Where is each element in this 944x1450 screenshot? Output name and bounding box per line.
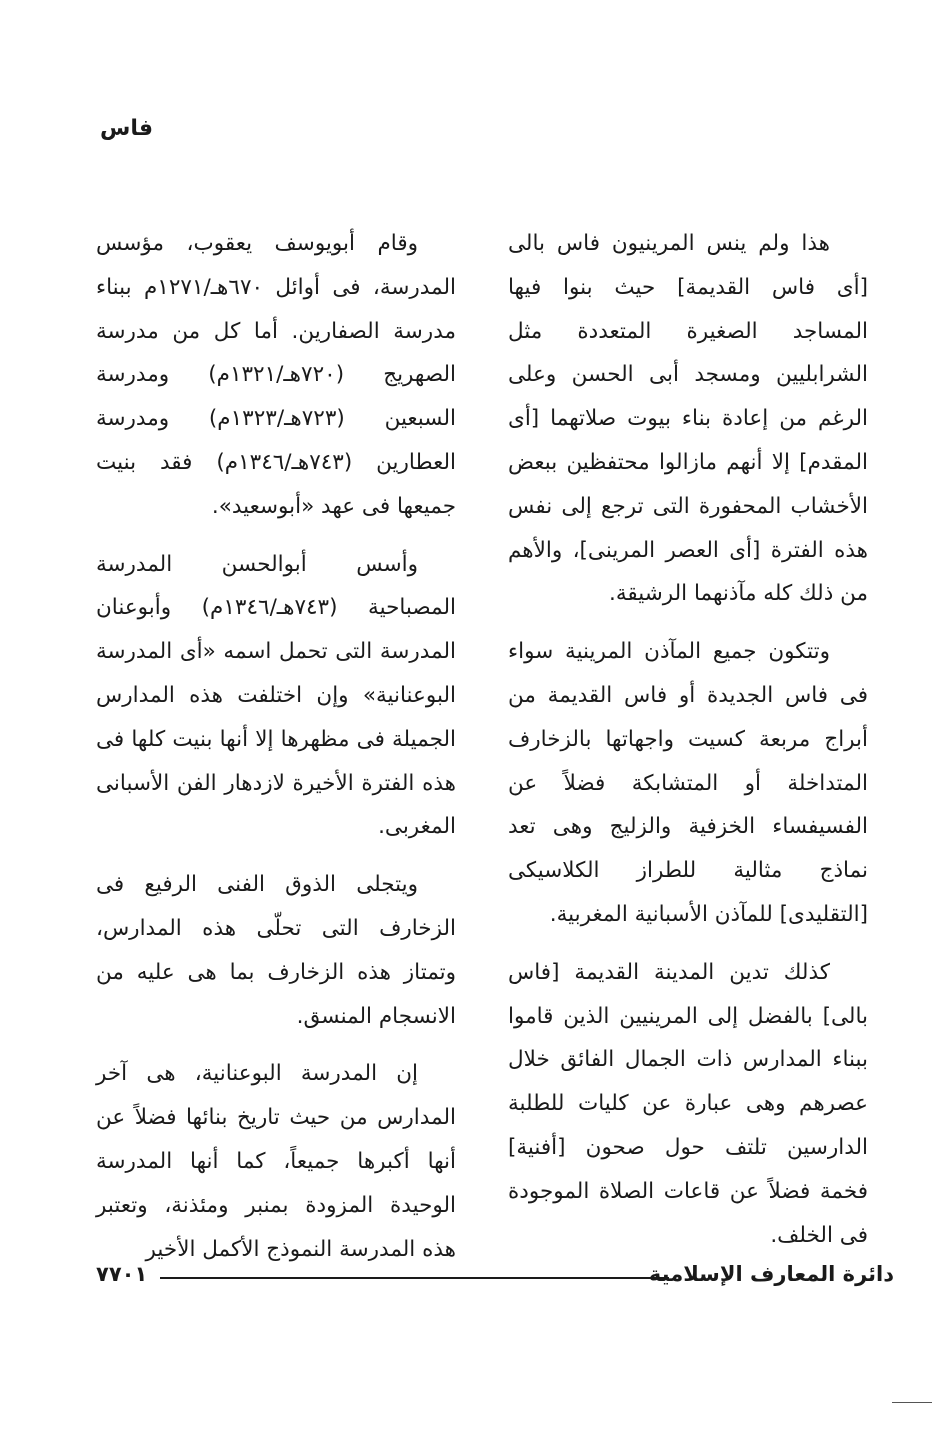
page-footer <box>96 1262 894 1292</box>
page-number: ٧٧٠١ <box>96 1262 148 1286</box>
paragraph: وتتكون جميع المآذن المرينية سواء فى فاس الجديدة أو فاس القديمة من أبراج مربعة كسيت واجهاتها بالزخارف المتداخلة أو المتشابكة فضلاً عن الفسيفساء الخزفية والزليج وهى تعد نماذج مثالية للطراز الكلاسيكى [التقليدى] للمآذن الأسبانية المغربية. <box>508 639 868 927</box>
paragraph: ويتجلى الذوق الفنى الرفيع فى الزخارف التى تحلّى هذه المدارس، وتمتاز هذه الزخارف بما هى عليه من الانسجام المنسق. <box>96 872 456 1029</box>
footer-rule-divider <box>160 1277 669 1279</box>
paragraph: وقام أبويوسف يعقوب، مؤسس المدرسة، فى أوائل ٦٧٠هـ/١٢٧١م ببناء مدرسة الصفارين. أما كل من مدرسة الصهريج (٧٢٠هـ/١٣٢١م) ومدرسة السبعين (٧٢٣هـ/١٣٢٣م) ومدرسة العطارين (٧٤٣هـ/١٣٤٦م) فقد بنيت جميعها فى عهد «أبوسعيد». <box>96 231 457 519</box>
paragraph: كذلك تدين المدينة القديمة [فاس بالى] بالفضل إلى المرينيين الذين قاموا ببناء المدارس ذات الجمال الفائق خلال عصرهم وهى عبارة عن كليات للطلبة الدارسين تلتف حول صحون [أفنية] فخمة فضلاً عن قاعات الصلاة الموجودة فى الخلف. <box>508 959 868 1248</box>
paragraph: وأسس أبوالحسن المدرسة المصباحية (٧٤٣هـ/١٣٤٦م) وأبوعنان المدرسة التى تحمل اسمه «أى المدرسة البوعنانية» وإن اختلفت هذه المدارس الجميلة فى مظهرها إلا أنها بنيت كلها فى هذه الفترة الأخيرة لازدهار الفن الأسبانى المغربى. <box>96 551 456 840</box>
running-head-title: فاس <box>100 116 154 141</box>
corner-rule-mark <box>892 1402 932 1403</box>
footer-publication-title: دائرة المعارف الإسلامية <box>648 1262 894 1286</box>
left-column <box>96 222 456 1285</box>
right-column <box>508 222 868 1271</box>
paragraph: إن المدرسة البوعنانية، هى آخر المدارس من حيث تاريخ بنائها فضلاً عن أنها أكبرها جميعاً، كما أنها المدرسة الوحيدة المزودة بمنبر ومئذنة، وتعتبر هذه المدرسة النموذج الأكمل الأخير <box>96 1061 456 1262</box>
paragraph: هذا ولم ينس المرينيون فاس بالى [أى فاس القديمة] حيث بنوا فيها المساجد الصغيرة المتعددة مثل الشرابليين ومسجد أبى الحسن وعلى الرغم من إعادة بناء بيوت صلاتهما [أى المقدم] إلا أنهم مازالوا محتفظين ببعض الأخشاب المحفورة التى ترجع إلى نفس هذه الفترة [أى العصر المرينى]، والأهم من ذلك كله مآذنهما الرشيقة. <box>508 231 868 607</box>
